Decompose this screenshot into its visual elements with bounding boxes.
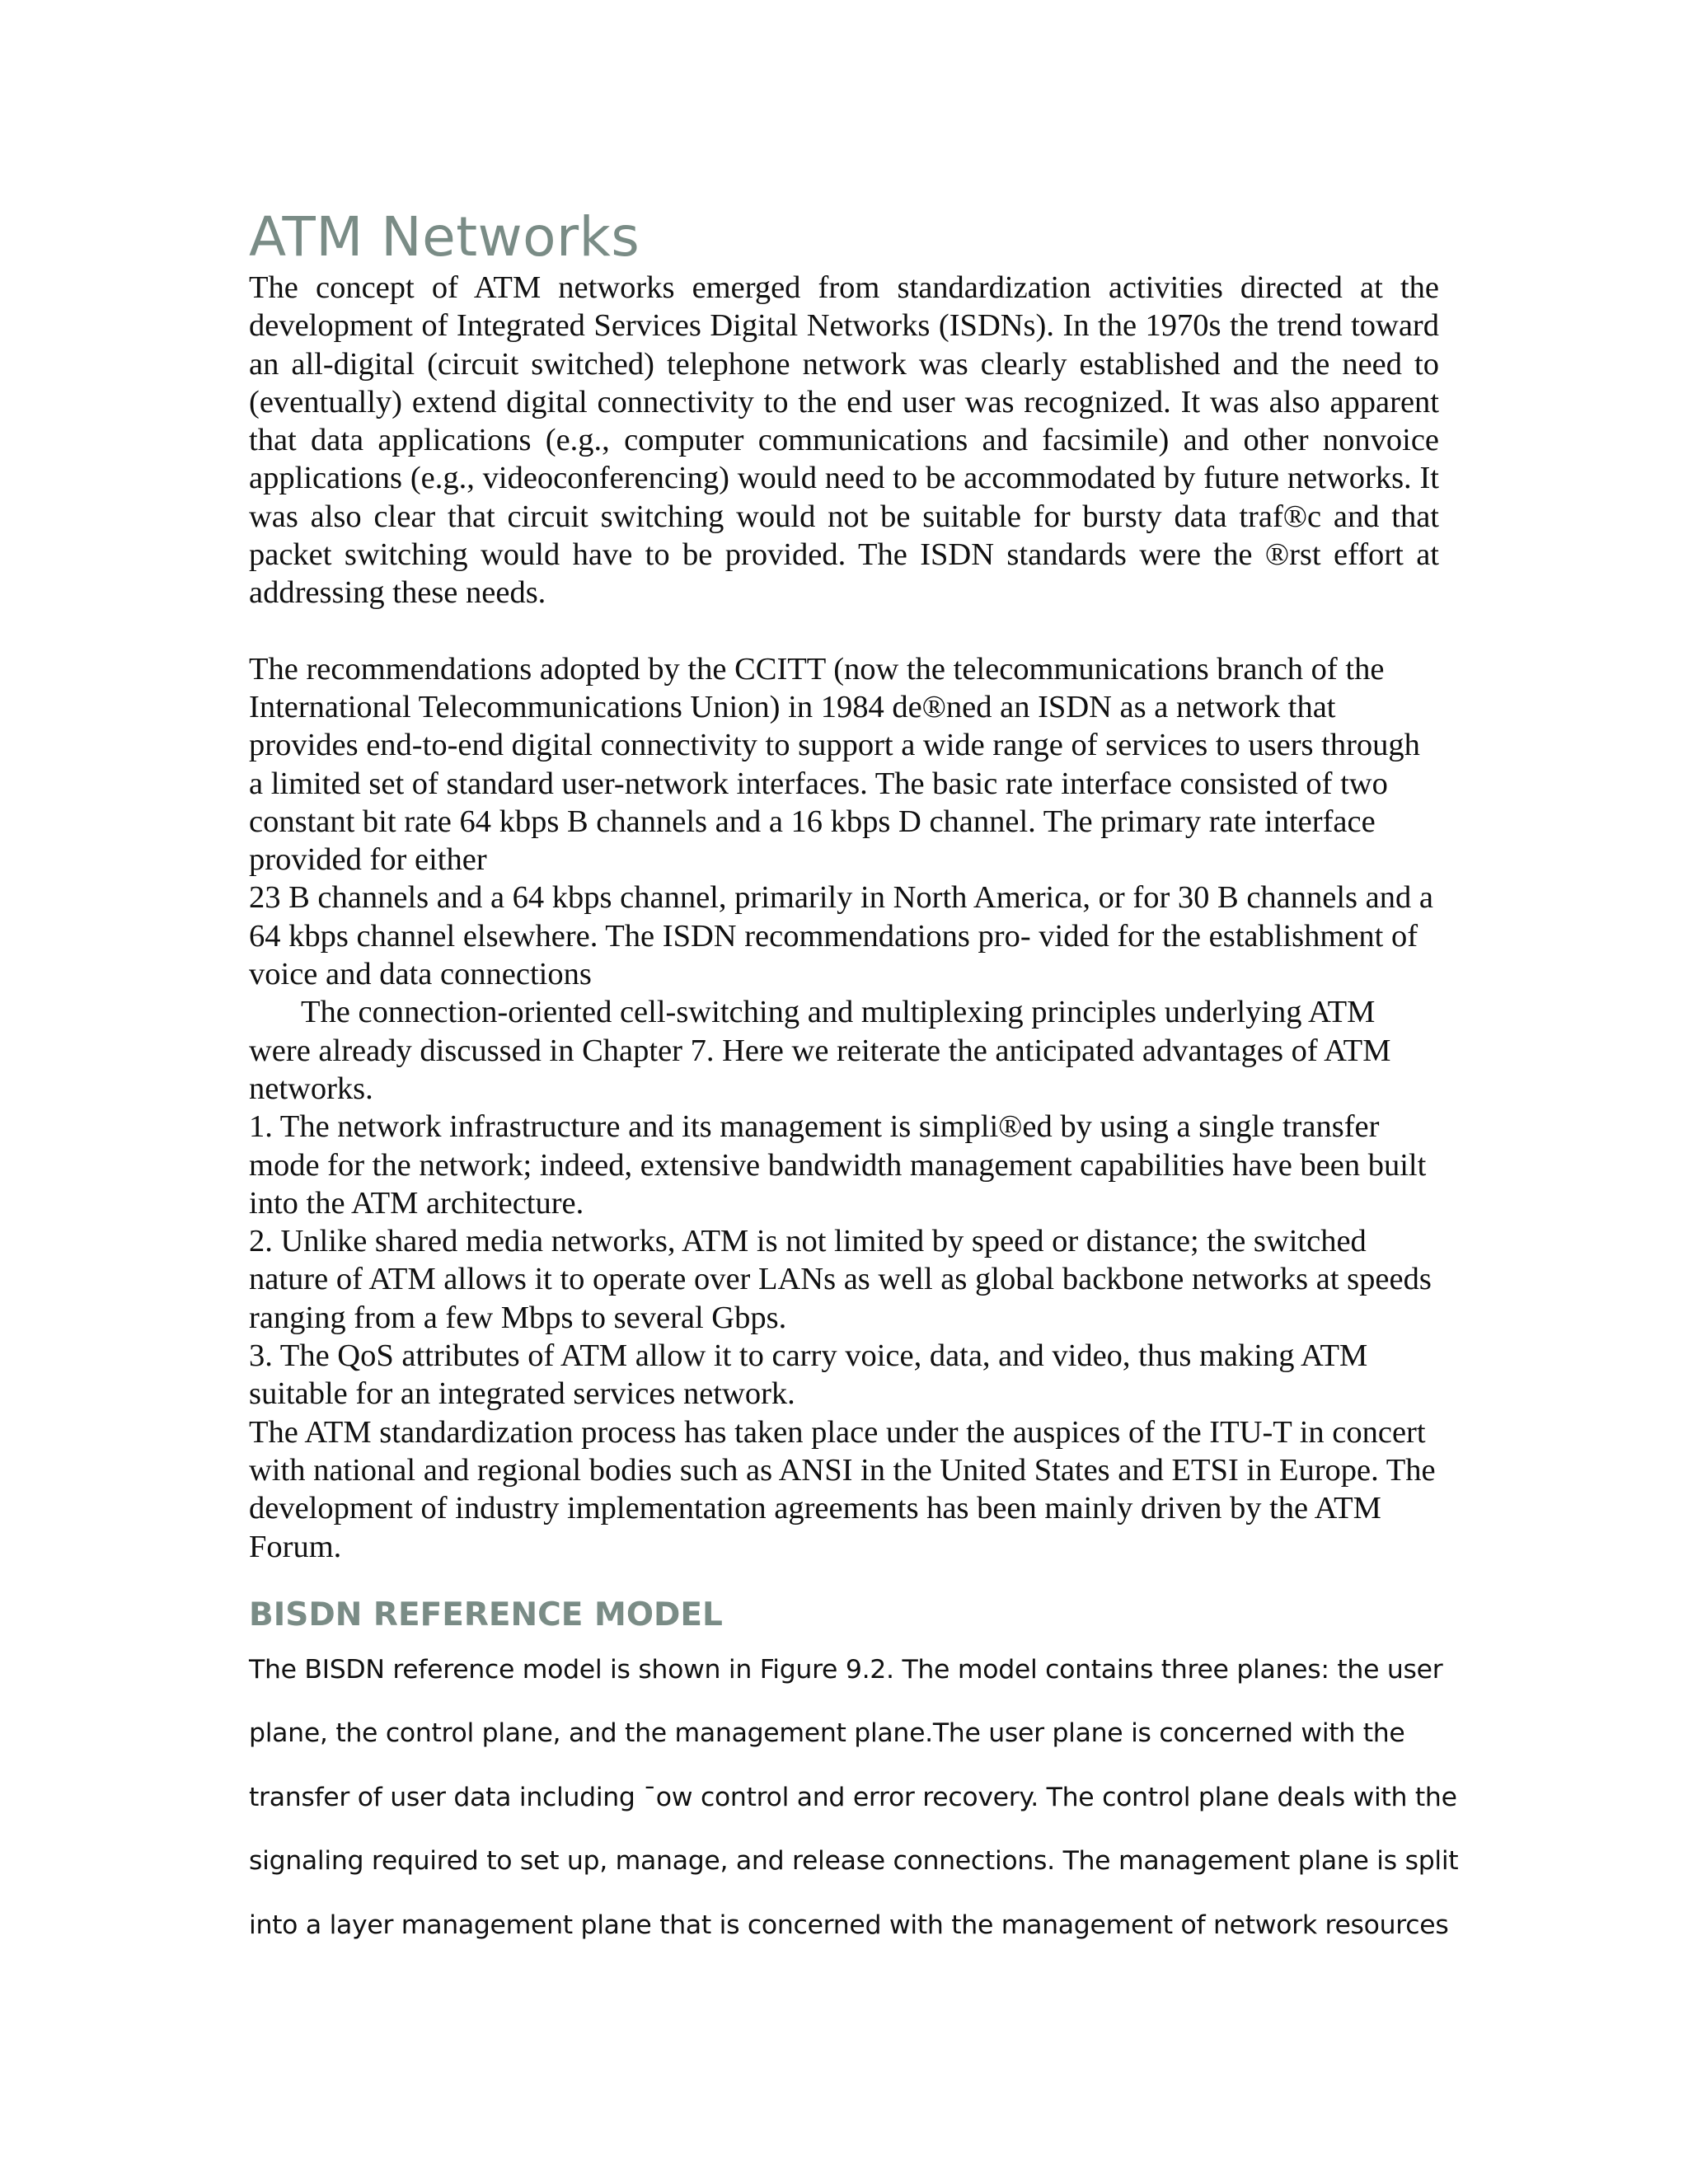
list-item-advantage-3: 3. The QoS attributes of ATM allow it to carry voice, data, and video, thus making ATM suitable for an integrated services network. xyxy=(249,1338,1368,1412)
section-heading: BISDN REFERENCE MODEL xyxy=(249,1596,723,1633)
section-body-line: The BISDN reference model is shown in Figure 9.2. The model contains three planes: the user xyxy=(249,1654,1443,1685)
paragraph-ccitt-recommendations: The recommendations adopted by the CCITT (now the telecommunications branch of the International Telecommunications Union) in 1984 de®ned an ISDN as a network that provides end-to-end digital connectivity to support a wide range of services to users through a limited set of standard user-network interfaces. The basic rate interface consisted of two constant bit rate 64 kbps B channels and a 16 kbps D channel. The primary rate interface provided for either xyxy=(249,651,1420,878)
section-body xyxy=(249,1648,1459,1968)
section-body-line: transfer of user data including ¯ow control and error recovery. The control plane deals with the xyxy=(249,1782,1457,1812)
paragraph-primary-rate: 23 B channels and a 64 kbps channel, primarily in North America, or for 30 B channels and a 64 kbps channel elsewhere. The ISDN recommendations pro- vided for the establishment of voice and data connections xyxy=(249,880,1433,992)
paragraph-atm-advantages-intro: The connection-oriented cell-switching and multiplexing principles underlying ATM were already discussed in Chapter 7. Here we reiterate the anticipated advantages of ATM networks. xyxy=(249,995,1391,1106)
document-page xyxy=(249,205,1459,1967)
section-body-line: signaling required to set up, manage, and release connections. The management plane is split xyxy=(249,1846,1459,1877)
list-item-advantage-1: 1. The network infrastructure and its management is simpli®ed by using a single transfer mode for the network; indeed, extensive bandwidth management capabilities have been built into the ATM architecture. xyxy=(249,1109,1427,1221)
paragraph-standardization: The ATM standardization process has taken place under the auspices of the ITU-T in concert with national and regional bodies such as ANSI in the United States and ETSI in Europe. The development of industry implementation agreements has been mainly driven by the ATM Forum. xyxy=(249,1414,1436,1564)
section-body-line: into a layer management plane that is concerned with the management of network resources xyxy=(249,1910,1449,1940)
paragraph-gap xyxy=(249,612,1439,650)
paragraph-isdn-origins: The concept of ATM networks emerged from standardization activities directed at the development of Integrated Services Digital Networks (ISDNs). In the 1970s the trend toward an all-digital (circuit switched) telephone network was clearly established and the need to (eventually) extend digital connectivity to the end user was recognized. It was also apparent that data applications (e.g., computer communications and facsimile) and other nonvoice applications (e.g., videoconferencing) would need to be accommodated by future networks. It was also clear that circuit switching would not be suitable for bursty data traf®c and that packet switching would have to be provided. The ISDN standards were the ®rst effort at addressing these needs. xyxy=(249,270,1439,611)
page-title: ATM Networks xyxy=(249,205,640,269)
list-item-advantage-2: 2. Unlike shared media networks, ATM is not limited by speed or distance; the switched nature of ATM allows it to operate over LANs as well as global backbone networks at speeds ranging from a few Mbps to several Gbps. xyxy=(249,1224,1432,1335)
section-body-line: plane, the control plane, and the management plane.The user plane is concerned with the xyxy=(249,1718,1405,1749)
